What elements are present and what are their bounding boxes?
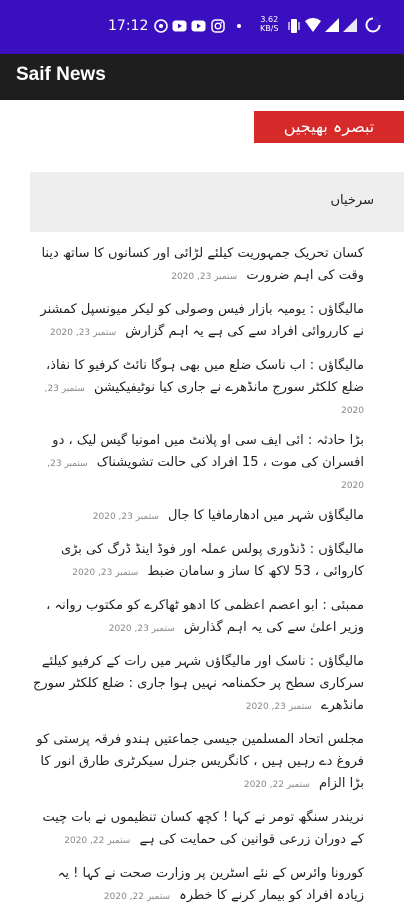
news-item[interactable] — [30, 724, 364, 802]
news-headline[interactable]: نریندر سنگھ تومر نے کہا ! کچھ کسان تنظیموں نے بات چیت کے دوران زرعی قوانین کی حمایت کی ہے — [42, 810, 364, 847]
vibrate-icon — [288, 18, 300, 34]
news-date: ستمبر 23, 2020 — [92, 512, 159, 522]
news-headline[interactable]: مجلس اتحاد المسلمین جیسی جماعتیں ہندو فرقہ پرستی کو فروغ دے رہیں ہیں ، کانگریس جنرل سیکرٹری طارق انور کا بڑا الزام — [36, 732, 364, 791]
speed-unit: KB/S — [260, 24, 279, 33]
news-headline[interactable]: کسان تحریک جمہوریت کیلئے لڑائی اور کسانوں کا ساتھ دینا وقت کی اہم ضرورت — [41, 246, 364, 283]
youtube-icon — [172, 19, 187, 33]
app-bar — [0, 54, 404, 100]
news-headline[interactable]: کورونا وائرس کے نئے اسٹرین پر وزارت صحت نے کہا ! یہ زیادہ افراد کو بیمار کرنے کا خطرہ — [57, 866, 364, 903]
news-headline[interactable]: مالیگاؤں شہر میں ادھارمافیا کا جال — [167, 508, 364, 523]
news-item[interactable] — [30, 646, 364, 724]
news-item[interactable] — [30, 238, 364, 294]
news-headline[interactable]: ممبئی : ابو اعصم اعظمی کا ادھو ٹھاکرے کو مکتوب روانہ ، وزیر اعلیٰ سے کی یہ اہم گذارش — [46, 598, 364, 635]
news-headline[interactable]: مالیگاؤں : ناسک اور مالیگاؤں شہر میں رات کے کرفیو کیلئے سرکاری سطح پر حکمنامہ نہیں ہوا جاری : ضلع کلکٹر سورج مانڈھرے — [32, 654, 364, 713]
network-speed — [260, 15, 279, 33]
dot-icon — [237, 24, 241, 28]
speed-value: 3.62 — [260, 15, 279, 24]
news-headline[interactable]: بڑا حادثہ : ائی ایف سی او پلانٹ میں امونیا گیس لیک ، دو افسران کی موت ، 15 افراد کی حالت تشویشناک — [52, 433, 364, 470]
news-headline[interactable]: مالیگاؤں : یومیہ بازار فیس وصولی کو لیکر میونسپل کمشنر نے کارروائی افراد سے کی ہے یہ اہم گزارش — [40, 302, 364, 339]
news-date: ستمبر 22, 2020 — [64, 836, 131, 846]
youtube-icon-2 — [191, 19, 206, 33]
news-item[interactable] — [30, 802, 364, 858]
signal-icon-2 — [343, 18, 357, 32]
app-title: Saif News — [16, 64, 106, 85]
news-item[interactable] — [30, 500, 364, 534]
instagram-icon — [211, 19, 225, 33]
section-title: سرخیاں — [330, 193, 374, 208]
news-date: ستمبر 23, 2020 — [245, 702, 312, 712]
news-list — [30, 238, 364, 914]
news-headline[interactable]: مالیگاؤں : اب ناسک ضلع میں بھی ہوگا نائٹ کرفیو کا نفاذ، ضلع کلکٹر سورج مانڈھرے نے جاری کیا نوٹیفیکیشن — [45, 358, 364, 395]
news-date: ستمبر 23, 2020 — [44, 384, 364, 416]
wifi-icon — [305, 18, 321, 32]
news-item[interactable] — [30, 425, 364, 500]
notification-icon — [154, 19, 168, 33]
news-date: ستمبر 23, 2020 — [72, 568, 139, 578]
news-date: ستمبر 23, 2020 — [50, 328, 117, 338]
news-item[interactable] — [30, 534, 364, 590]
news-date: ستمبر 23, 2020 — [171, 272, 238, 282]
news-item[interactable] — [30, 294, 364, 350]
news-date: ستمبر 22, 2020 — [103, 892, 170, 902]
signal-icon — [325, 18, 339, 32]
news-item[interactable] — [30, 590, 364, 646]
section-header — [30, 172, 404, 232]
status-time: 17:12 — [108, 18, 149, 34]
send-comment-button[interactable]: تبصرہ بھیجیں — [254, 111, 404, 143]
battery-icon — [365, 17, 381, 33]
news-date: ستمبر 23, 2020 — [47, 459, 364, 491]
status-bar — [0, 0, 404, 54]
news-date: ستمبر 23, 2020 — [108, 624, 175, 634]
news-headline[interactable]: مالیگاؤں : ڈنڈوری پولس عملہ اور فوڈ اینڈ ڈرگ کی بڑی کاروائی ، 53 لاکھ کا ساز و سامان ضبط — [60, 542, 364, 579]
news-item[interactable] — [30, 858, 364, 914]
news-date: ستمبر 22, 2020 — [243, 780, 310, 790]
news-item[interactable] — [30, 350, 364, 425]
